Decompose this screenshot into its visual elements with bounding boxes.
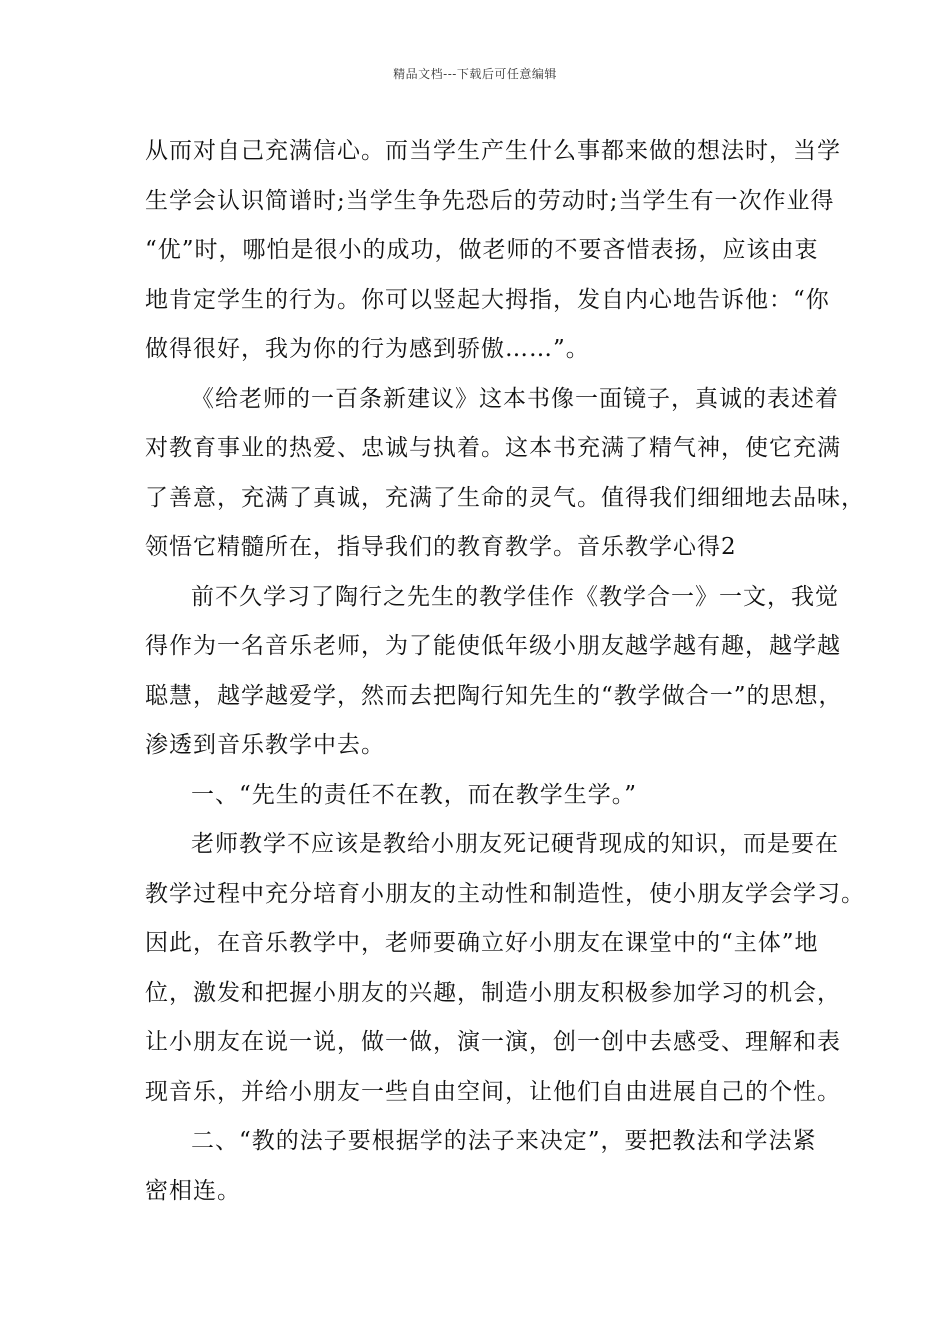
paragraph-first-line: 《给老师的一百条新建议》这本书像一面镜子，真诚的表述着: [191, 385, 839, 412]
text-line: 现音乐，并给小朋友一些自由空间，让他们自由进展自己的个性。: [145, 1078, 841, 1105]
text-line: 位，激发和把握小朋友的兴趣，制造小朋友积极参加学习的机会，: [145, 979, 841, 1006]
text-line: 地肯定学生的行为。你可以竖起大拇指，发自内心地告诉他：“你: [145, 286, 830, 313]
text-line: “优”时，哪怕是很小的成功，做老师的不要吝惜表扬，应该由衷: [145, 237, 819, 263]
text-line: 做得很好，我为你的行为感到骄傲……”。: [145, 336, 590, 362]
text-line: 渗透到音乐教学中去。: [145, 732, 385, 758]
paragraph-first-line: 老师教学不应该是教给小朋友死记硬背现成的知识，而是要在: [191, 831, 839, 857]
text-line: 从而对自己充满信心。而当学生产生什么事都来做的想法时，当学: [145, 138, 841, 164]
text-line: 让小朋友在说一说，做一做，演一演，创一创中去感受、理解和表: [145, 1029, 841, 1055]
section-heading: 一、“先生的责任不在教，而在教学生学。”: [191, 781, 638, 808]
paragraph-first-line: 前不久学习了陶行之先生的教学佳作《教学合一》一文，我觉: [191, 583, 839, 610]
text-line: 对教育事业的热爱、忠诚与执着。这本书充满了精气神，使它充满: [145, 435, 841, 461]
text-line: 密相连。: [145, 1177, 241, 1204]
text-line: 生学会认识简谱时;当学生争先恐后的劳动时;当学生有一次作业得: [145, 187, 835, 214]
text-line: 领悟它精髓所在，指导我们的教育教学。音乐教学心得2: [145, 534, 737, 560]
text-line: 教学过程中充分培育小朋友的主动性和制造性，使小朋友学会学习。: [145, 880, 865, 907]
text-line: 了善意，充满了真诚，充满了生命的灵气。值得我们细细地去品味，: [145, 484, 865, 511]
document-body: [145, 127, 865, 1216]
text-line: 得作为一名音乐老师，为了能使低年级小朋友越学越有趣，越学越: [145, 633, 841, 659]
text-line: 因此，在音乐教学中，老师要确立好小朋友在课堂中的“主体”地: [145, 930, 819, 956]
section-heading: 二、“教的法子要根据学的法子来决定”，要把教法和学法紧: [191, 1128, 817, 1154]
page-header: 精品文档---下载后可任意编辑: [393, 67, 557, 81]
text-line: 聪慧，越学越爱学，然而去把陶行知先生的“教学做合一”的思想，: [145, 682, 843, 709]
